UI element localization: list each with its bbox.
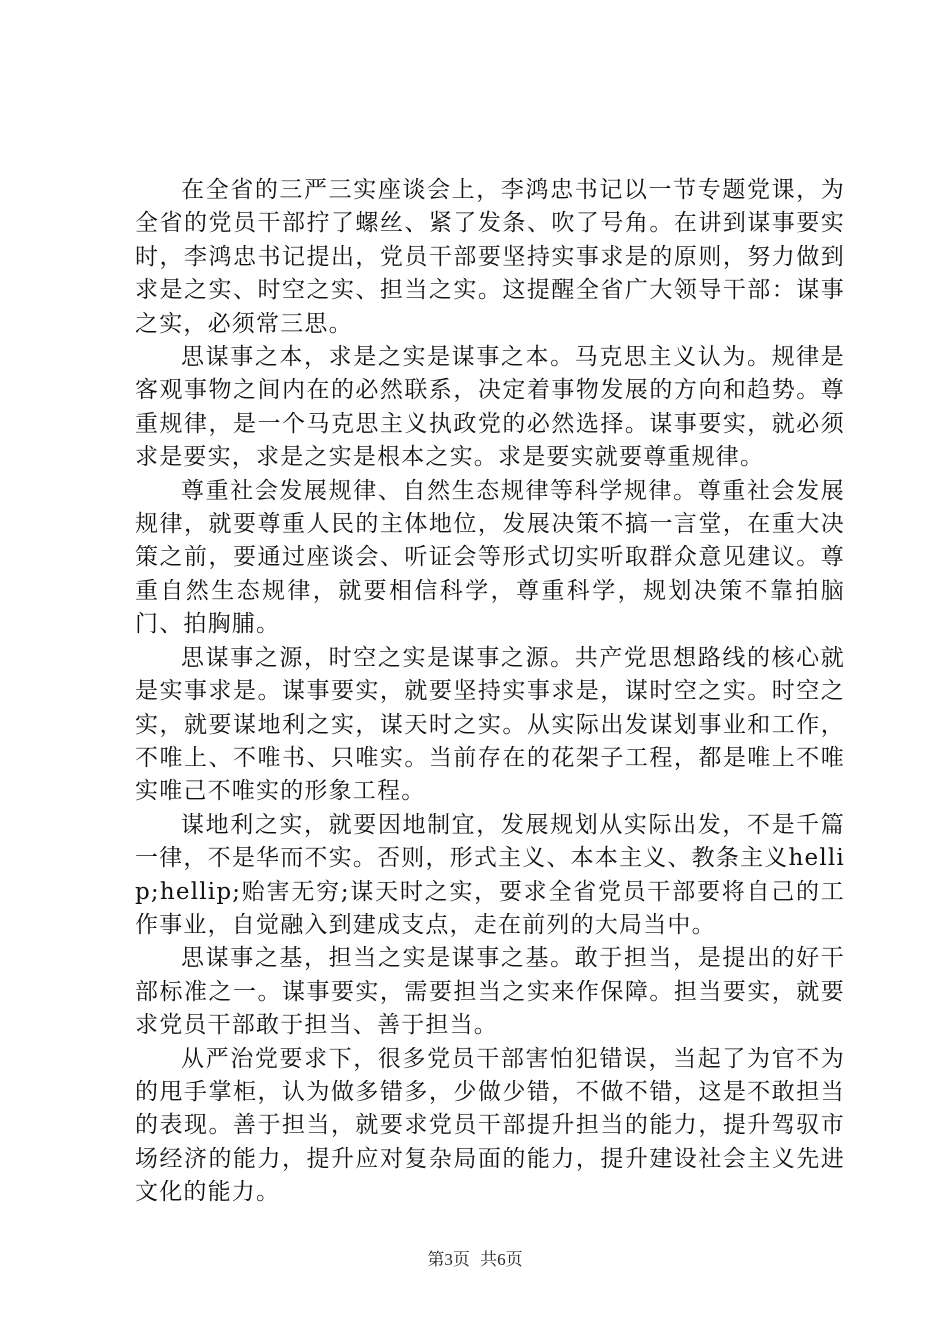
paragraph: 从严治党要求下，很多党员干部害怕犯错误，当起了为官不为的甩手掌柜，认为做多错多，少做少错，不做不错，这是不敢担当的表现。善于担当，就要求党员干部提升担当的能力，提升驾驭市场经济的能力，提升应对复杂局面的能力，提升建设社会主义先进文化的能力。 (135, 1045, 845, 1206)
paragraph: 思谋事之基，担当之实是谋事之基。敢于担当，是提出的好干部标准之一。谋事要实，需要担当之实来作保障。担当要实，就要求党员干部敢于担当、善于担当。 (135, 945, 845, 1039)
page-footer (0, 1245, 950, 1270)
page-number: 第3页 (427, 1250, 470, 1269)
paragraph: 思谋事之源，时空之实是谋事之源。共产党思想路线的核心就是实事求是。谋事要实，就要坚持实事求是，谋时空之实。时空之实，就要谋地利之实，谋天时之实。从实际出发谋划事业和工作，不唯上、不唯书、只唯实。当前存在的花架子工程，都是唯上不唯实唯己不唯实的形象工程。 (135, 644, 845, 805)
paragraph: 谋地利之实，就要因地制宜，发展规划从实际出发，不是千篇一律，不是华而不实。否则，形式主义、本本主义、教条主义hellip;hellip;贻害无穷;谋天时之实，要求全省党员干部要将自己的工作事业，自觉融入到建成支点，走在前列的大局当中。 (135, 811, 845, 938)
page-total: 共6页 (480, 1250, 523, 1269)
paragraph: 尊重社会发展规律、自然生态规律等科学规律。尊重社会发展规律，就要尊重人民的主体地位，发展决策不搞一言堂，在重大决策之前，要通过座谈会、听证会等形式切实听取群众意见建议。尊重自然生态规律，就要相信科学，尊重科学，规划决策不靠拍脑门、拍胸脯。 (135, 477, 845, 638)
body-text (135, 174, 845, 1210)
paragraph: 在全省的三严三实座谈会上，李鸿忠书记以一节专题党课，为全省的党员干部拧了螺丝、紧了发条、吹了号角。在讲到谋事要实时，李鸿忠书记提出，党员干部要坚持实事求是的原则，努力做到求是之实、时空之实、担当之实。这提醒全省广大领导干部：谋事之实，必须常三思。 (135, 177, 845, 337)
paragraph: 思谋事之本，求是之实是谋事之本。马克思主义认为。规律是客观事物之间内在的必然联系，决定着事物发展的方向和趋势。尊重规律，是一个马克思主义执政党的必然选择。谋事要实，就必须求是要实，求是之实是根本之实。求是要实就要尊重规律。 (135, 344, 845, 471)
